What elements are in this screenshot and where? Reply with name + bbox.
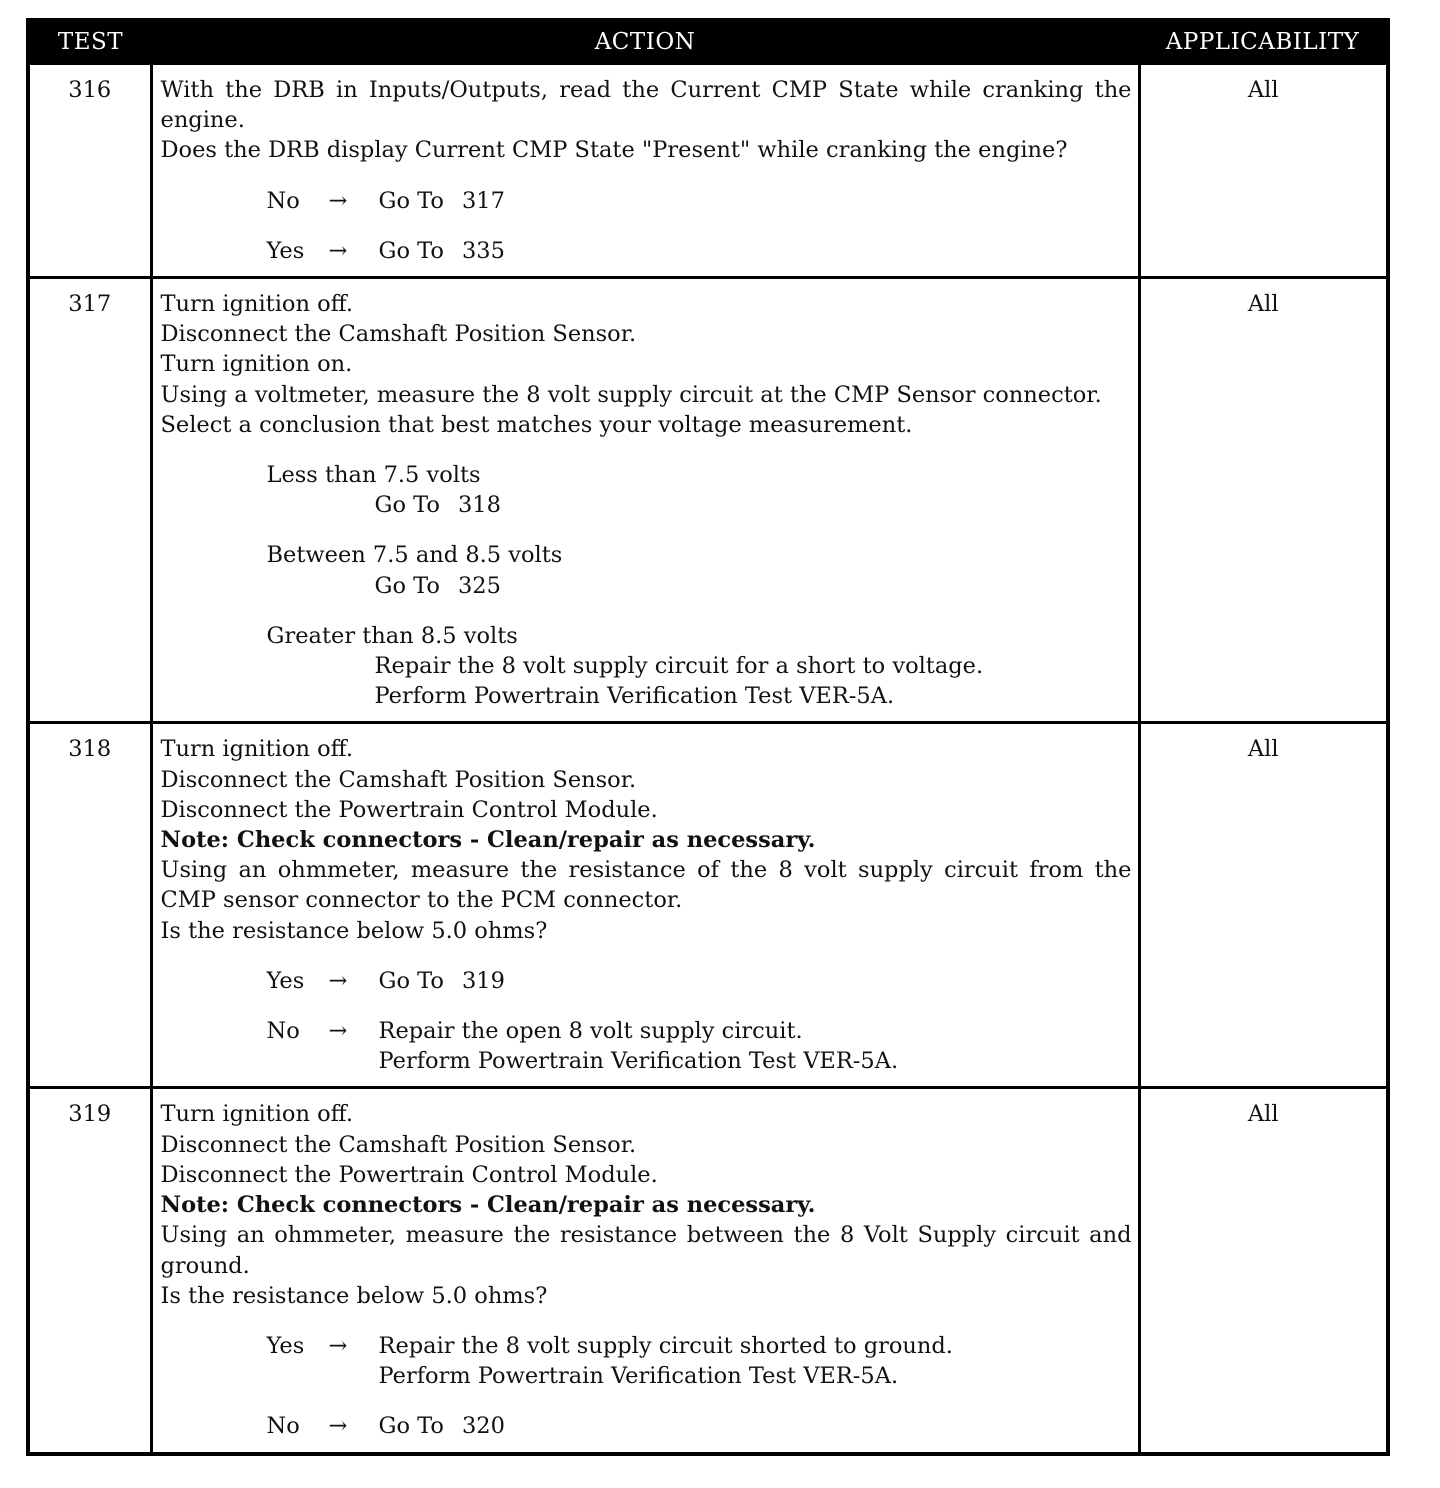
goto-text: Go To [378, 967, 444, 994]
action-line: Disconnect the Camshaft Position Sensor. [160, 766, 637, 793]
action-line: Does the DRB display Current CMP State "Present" while cranking the engine? [160, 137, 1068, 164]
action-cell [151, 723, 1139, 1088]
goto-number: 320 [461, 1413, 505, 1440]
goto-number: 317 [461, 187, 505, 214]
action-line: Disconnect the Camshaft Position Sensor. [160, 321, 637, 348]
action-cell [151, 278, 1139, 723]
action-line: Disconnect the Powertrain Control Module. [160, 1161, 658, 1188]
applicability-cell: All [1139, 1088, 1386, 1452]
conclusion-result: Repair the 8 volt supply circuit for a short to voltage. [374, 653, 984, 680]
conclusion-condition: Between 7.5 and 8.5 volts [266, 542, 563, 569]
arrow-icon: → [328, 187, 348, 214]
goto-text: Go To [378, 187, 444, 214]
goto-number: 335 [461, 237, 505, 264]
option-label: No [266, 1018, 300, 1045]
table-header-row [30, 22, 1386, 64]
goto-text: Go To [374, 492, 440, 519]
table-row [30, 723, 1386, 1088]
option-yes [267, 1331, 1132, 1391]
option-no [267, 1411, 1132, 1441]
test-table [30, 22, 1386, 1452]
option-result: Perform Powertrain Verification Test VER-5A. [378, 1048, 899, 1075]
action-line: Turn ignition off. [160, 1101, 353, 1128]
goto-text: Go To [374, 572, 440, 599]
arrow-icon: → [328, 1018, 348, 1045]
table-row [30, 278, 1386, 723]
goto-text: Go To [378, 237, 444, 264]
header-applicability: APPLICABILITY [1139, 22, 1386, 64]
option-no [267, 1016, 1132, 1076]
table-row [30, 1088, 1386, 1452]
conclusion-condition: Less than 7.5 volts [266, 462, 481, 489]
test-number: 318 [30, 723, 151, 1088]
arrow-icon: → [328, 1413, 348, 1440]
goto-text: Go To [378, 1413, 444, 1440]
test-number: 319 [30, 1088, 151, 1452]
arrow-icon: → [328, 1332, 348, 1359]
action-line: Turn ignition off. [160, 291, 353, 318]
option-label: No [266, 187, 300, 214]
note-text: Note: Check connectors - Clean/repair as necessary. [160, 1192, 816, 1219]
option-label: Yes [266, 1332, 305, 1359]
action-line: Select a conclusion that best matches your voltage measurement. [160, 411, 913, 438]
goto-number: 318 [457, 492, 501, 519]
conclusion-result: Perform Powertrain Verification Test VER-5A. [374, 683, 895, 710]
applicability-cell: All [1139, 723, 1386, 1088]
header-action: ACTION [151, 22, 1139, 64]
conclusion-goto [375, 571, 1132, 601]
option-result: Repair the 8 volt supply circuit shorted to ground. [378, 1332, 953, 1359]
action-line: Turn ignition off. [160, 736, 353, 763]
action-line: Disconnect the Powertrain Control Module. [160, 796, 658, 823]
arrow-icon: → [328, 967, 348, 994]
action-line: Turn ignition on. [160, 351, 353, 378]
option-label: Yes [266, 967, 305, 994]
test-number: 317 [30, 278, 151, 723]
applicability-cell: All [1139, 64, 1386, 278]
table-row [30, 64, 1386, 278]
goto-number: 325 [457, 572, 501, 599]
note-text: Note: Check connectors - Clean/repair as necessary. [160, 827, 816, 854]
applicability-cell: All [1139, 278, 1386, 723]
action-cell [151, 1088, 1139, 1452]
arrow-icon: → [328, 237, 348, 264]
action-line: Disconnect the Camshaft Position Sensor. [160, 1131, 637, 1158]
diagnostic-test-table [26, 18, 1390, 1456]
header-test: TEST [30, 22, 151, 64]
option-result: Perform Powertrain Verification Test VER-5A. [378, 1363, 899, 1390]
goto-number: 319 [461, 967, 505, 994]
action-line: Using an ohmmeter, measure the resistance of the 8 volt supply circuit from the CMP sensor connector to the PCM connector. [160, 857, 1132, 914]
option-yes [267, 966, 1132, 996]
conclusion-condition: Greater than 8.5 volts [266, 622, 518, 649]
action-line: Using an ohmmeter, measure the resistance between the 8 Volt Supply circuit and ground. [160, 1222, 1132, 1279]
conclusion-goto [375, 490, 1132, 520]
option-label: No [266, 1413, 300, 1440]
option-yes [267, 236, 1132, 266]
action-line: Is the resistance below 5.0 ohms? [160, 917, 548, 944]
option-result: Repair the open 8 volt supply circuit. [378, 1018, 803, 1045]
test-number: 316 [30, 64, 151, 278]
action-line: With the DRB in Inputs/Outputs, read the Current CMP State while cranking the engine. [160, 77, 1132, 134]
action-line: Is the resistance below 5.0 ohms? [160, 1282, 548, 1309]
action-line: Using a voltmeter, measure the 8 volt supply circuit at the CMP Sensor connector. [160, 381, 1102, 408]
option-no [267, 186, 1132, 216]
action-cell [151, 64, 1139, 278]
option-label: Yes [266, 237, 305, 264]
